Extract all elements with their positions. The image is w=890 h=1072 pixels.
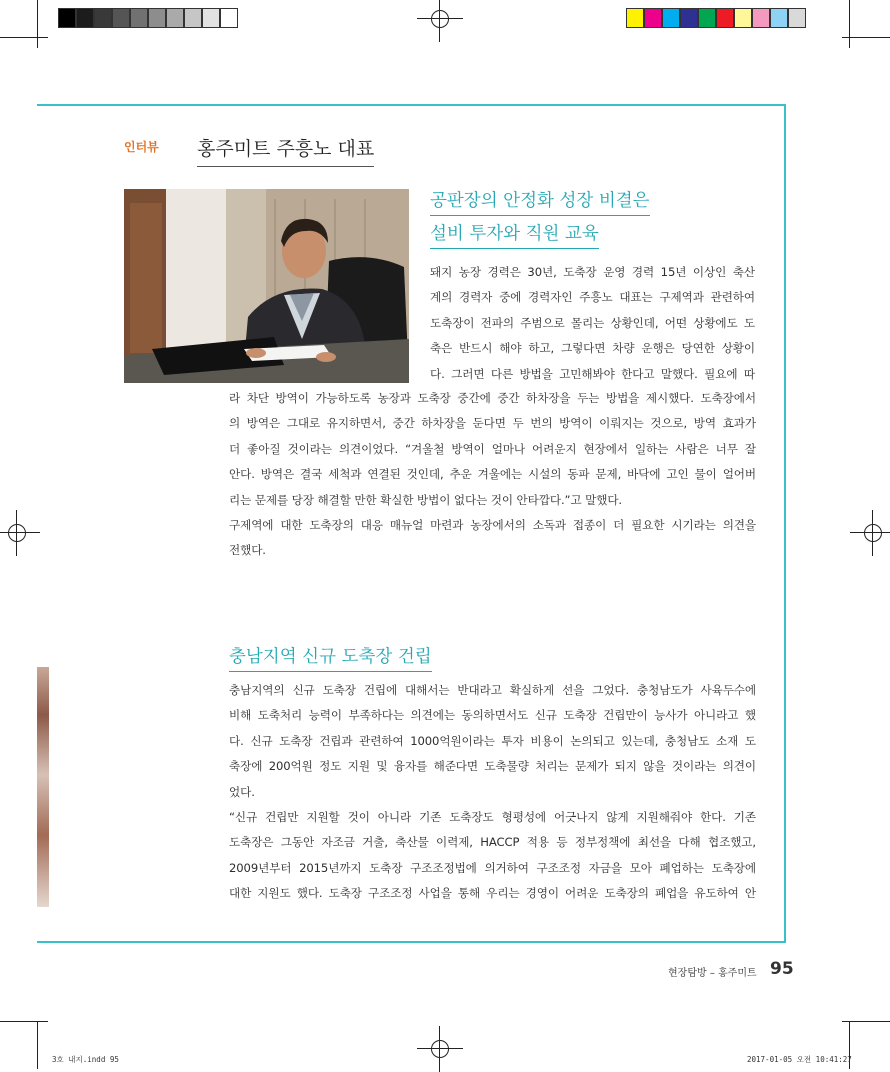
color-swatch (788, 8, 806, 28)
color-swatch (130, 8, 148, 28)
text-line: 안다. 방역은 결국 세척과 연결된 것인데, 추운 겨울에는 시설의 동파 문제, 바닥에 고인 물이 얼어버 (229, 467, 756, 482)
frame-line-bottom (37, 941, 786, 943)
crop-mark-br-h (842, 1021, 890, 1022)
text-line: 축장에 200억원 정도 지원 및 융자를 해준다면 도축물량 처리는 문제가 되지 않을 것이라는 의견이 (229, 759, 756, 774)
text-line: 계의 경력자 중에 경력자인 주흥노 대표는 구제역과 관련하여 (430, 290, 755, 305)
headline-line-2: 설비 투자와 직원 교육 (430, 220, 599, 249)
color-swatch (716, 8, 734, 28)
text-line: 구제역에 대한 도축장의 대응 매뉴얼 마련과 농장에서의 소독과 접종이 더 필요한 시기라는 의견을 (229, 518, 756, 533)
text-line: 도축장은 그동안 자조금 거출, 축산물 이력제, HACCP 적용 등 정부정책에 최선을 다해 협조했고, (229, 835, 756, 850)
text-line: “신규 건립만 지원할 것이 아니라 기존 도축장도 형평성에 어긋나지 않게 지원해줘야 한다. 기존 (229, 810, 756, 825)
crop-mark-tr-v (849, 0, 850, 48)
color-swatch (94, 8, 112, 28)
text-line: 더 좋아질 것이라는 의견이었다. “겨울철 방역이 얼마나 어려운지 현장에서 일하는 사람은 너무 잘 (229, 441, 756, 456)
text-line: 2009년부터 2015년까지 도축장 구조조정법에 의거하여 구조조정 자금을 모아 폐업하는 도축장에 (229, 860, 756, 875)
section-tag: 인터뷰 (124, 140, 159, 154)
color-swatch (644, 8, 662, 28)
color-swatch (220, 8, 238, 28)
crop-mark-bl-h (0, 1021, 48, 1022)
crop-mark-tr-h (842, 37, 890, 38)
text-line: 라 차단 방역이 가능하도록 농장과 도축장 중간에 중간 하차장을 두는 방법을 제시했다. 도축장에서 (229, 391, 756, 405)
text-line: 도축장이 전파의 주범으로 몰리는 상황인데, 어떤 상황에도 도 (430, 315, 755, 330)
color-swatch (734, 8, 752, 28)
color-swatch (752, 8, 770, 28)
text-line: 다. 그러면 다른 방법을 고민해봐야 한다고 말했다. 필요에 따 (430, 366, 755, 381)
color-swatch (202, 8, 220, 28)
color-swatch (662, 8, 680, 28)
text-line: 다. 신규 도축장 건립과 관련하여 1000억원이라는 투자 비용이 논의되고 있는데, 충청남도 소재 도 (229, 733, 756, 748)
text-line: 비해 도축처리 능력이 부족하다는 의견에는 동의하면서도 신규 도축장 건립만이 능사가 아니라고 했 (229, 708, 756, 723)
color-swatch (166, 8, 184, 28)
subheading: 충남지역 신규 도축장 건립 (229, 643, 432, 672)
paragraph-new-slaughterhouse (229, 678, 756, 907)
process-color-bar (626, 8, 806, 28)
color-swatch (76, 8, 94, 28)
text-line: 돼지 농장 경력은 30년, 도축장 운영 경력 15년 이상인 축산 (430, 265, 755, 279)
registration-mark-top (427, 6, 453, 32)
text-line: 전했다. (229, 543, 266, 558)
headline-line-1: 공판장의 안정화 성장 비결은 (430, 187, 650, 216)
text-line: 었다. (229, 784, 255, 799)
crop-mark-tl-v (37, 0, 38, 48)
color-swatch (184, 8, 202, 28)
interview-photo (124, 189, 409, 383)
article-title: 홍주미트 주흥노 대표 (197, 134, 374, 167)
frame-line-top (37, 104, 786, 106)
color-swatch (148, 8, 166, 28)
frame-line-right (784, 104, 786, 942)
text-line: 의 방역은 그대로 유지하면서, 중간 하차장을 둔다면 두 번의 방역이 이뤄지는 것으로, 방역 효과가 (229, 416, 756, 431)
text-line: 대한 지원도 했다. 도축장 구조조정 사업을 통해 우리는 경영이 어려운 도축장의 폐업을 유도하여 안 (229, 886, 756, 901)
paragraph-quarantine (229, 386, 756, 564)
text-line: 충남지역의 신규 도축장 건립에 대해서는 반대라고 확실하게 선을 그었다. 충청남도가 사육두수에 (229, 683, 756, 697)
registration-mark-bottom (427, 1036, 453, 1062)
color-swatch (58, 8, 76, 28)
registration-mark-left (4, 520, 30, 546)
running-title: 현장탐방 – 홍주미트 (668, 968, 757, 979)
gray-color-bar (58, 8, 238, 28)
text-line: 축은 반드시 해야 하고, 그렇다면 차량 운행은 당연한 상황이 (430, 341, 755, 356)
crop-mark-bl-v (37, 1021, 38, 1069)
page-number: 95 (770, 959, 794, 979)
color-swatch (698, 8, 716, 28)
text-line: 리는 문제를 당장 해결할 만한 확실한 방법이 없다는 것이 안타깝다.”고 말했다. (229, 492, 623, 507)
slug-file: 3호 내지.indd 95 (52, 1055, 119, 1064)
paragraph-intro (430, 260, 755, 387)
color-swatch (112, 8, 130, 28)
adjacent-photo-edge (37, 667, 49, 907)
color-swatch (680, 8, 698, 28)
crop-mark-tl-h (0, 37, 48, 38)
color-swatch (626, 8, 644, 28)
registration-mark-right (860, 520, 886, 546)
slug-datetime: 2017-01-05 오전 10:41:27 (747, 1055, 852, 1064)
color-swatch (770, 8, 788, 28)
